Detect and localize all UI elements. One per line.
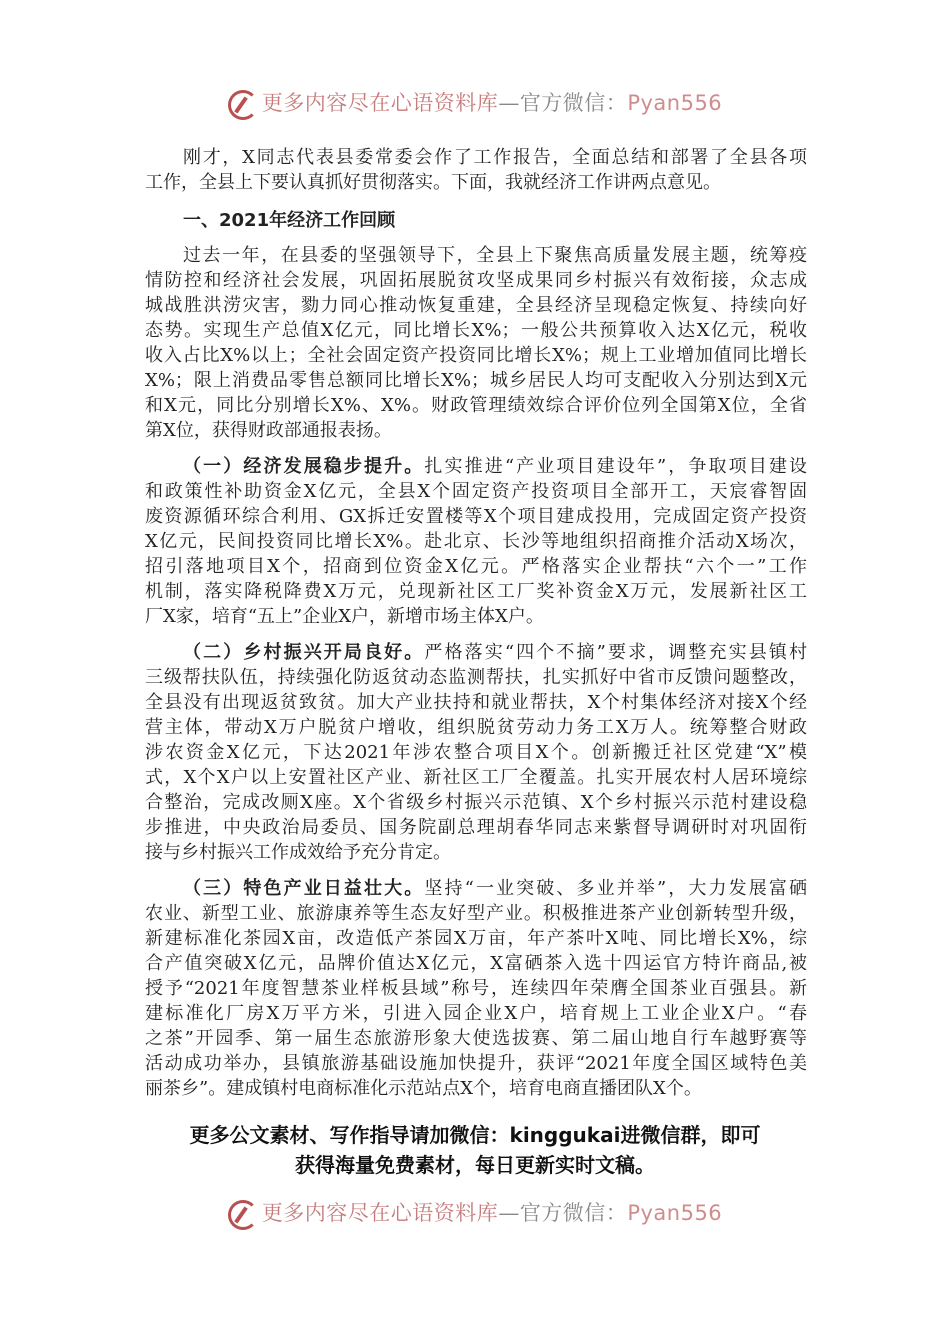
text-line (145, 951, 807, 976)
line-text: X亿元，民间投资同比增长X%。赴北京、长沙等地组织招商推介活动X场次， (145, 531, 807, 552)
promo-notice (140, 1120, 810, 1180)
line-text: 活动成功举办，县镇旅游基础设施加快提升，获评“2021年度全国区域特色美 (145, 1053, 807, 1074)
line-text: 收入占比X%以上；全社会固定资产投资同比增长X%；规上工业增加值同比增长 (145, 345, 807, 366)
text-line (145, 740, 807, 765)
section-lead: （二）乡村振兴开局良好。 (183, 642, 425, 663)
section-2-paragraph (145, 640, 807, 865)
text-line (145, 640, 807, 665)
promo-line: 更多公文素材、写作指导请加微信：kinggukai进微信群，即可 (189, 1123, 761, 1147)
line-text: 扎实推进“产业项目建设年”，争取项目建设 (424, 456, 807, 477)
text-line (145, 368, 807, 393)
text-line (145, 343, 807, 368)
text-line (145, 393, 807, 418)
watermark-label: 官方微信： (519, 91, 628, 115)
line-text: 刚才，X同志代表县委常委会作了工作报告，全面总结和部署了全县各项 (183, 147, 807, 168)
text-line (145, 170, 807, 195)
line-text: 坚持“一业突破、多业并举”，大力发展富硒 (424, 878, 807, 899)
line-text: 接与乡村振兴工作成效给予充分肯定。 (145, 842, 451, 863)
text-line (145, 901, 807, 926)
text-line (145, 529, 807, 554)
text-line (145, 665, 807, 690)
review-paragraph (145, 243, 807, 443)
line-text: 新建标准化茶园X亩，改造低产茶园X万亩，年产茶叶X吨、同比增长X%，综 (145, 928, 807, 949)
section-3-paragraph (145, 876, 807, 1101)
watermark-label: 官方微信： (519, 1201, 628, 1225)
text-line (145, 690, 807, 715)
line-text: 之茶”开园季、第一届生态旅游形象大使选拔赛、第二届山地自行车越野赛等 (145, 1028, 807, 1049)
watermark-text: 更多内容尽在心语资料库 (261, 1201, 499, 1225)
text-line (145, 243, 807, 268)
pen-logo-icon (228, 1200, 258, 1230)
section-lead: （三）特色产业日益壮大。 (183, 878, 425, 899)
text-line (145, 604, 807, 629)
text-line (145, 479, 807, 504)
text-line (145, 1051, 807, 1076)
line-text: 和政策性补助资金X亿元，全县X个固定资产投资项目全部开工，天宸睿智固 (145, 481, 807, 502)
line-text: 厂X家，培育“五上”企业X户，新增市场主体X户。 (145, 606, 544, 627)
watermark-footer (0, 1196, 950, 1230)
line-text: 式，X个X户以上安置社区产业、新社区工厂全覆盖。扎实开展农村人居环境综 (145, 767, 807, 788)
watermark-id: Pyan556 (627, 1201, 723, 1225)
watermark-text: 更多内容尽在心语资料库 (261, 91, 499, 115)
line-text: 丽茶乡”。建成镇村电商标准化示范站点X个，培育电商直播团队X个。 (145, 1078, 702, 1099)
text-line (145, 554, 807, 579)
text-line (145, 815, 807, 840)
line-text: 情防控和经济社会发展，巩固拓展脱贫攻坚成果同乡村振兴有效衔接，众志成 (145, 270, 807, 291)
text-line (145, 1026, 807, 1051)
text-line (145, 418, 807, 443)
line-text: 废资源循环综合利用、GX拆迁安置楼等X个项目建成投用，完成固定资产投资 (145, 506, 807, 527)
line-text: 工作，全县上下要认真抓好贯彻落实。下面，我就经济工作讲两点意见。 (145, 172, 721, 193)
text-line (145, 715, 807, 740)
text-line (145, 926, 807, 951)
text-line (145, 454, 807, 479)
watermark-header (0, 86, 950, 120)
line-text: 合产值突破X亿元，品牌价值达X亿元，X富硒茶入选十四运官方特许商品,被 (145, 953, 807, 974)
text-line (145, 765, 807, 790)
section-lead: （一）经济发展稳步提升。 (183, 456, 425, 477)
text-line (145, 293, 807, 318)
text-line (145, 268, 807, 293)
text-line (145, 876, 807, 901)
line-text: 第X位，获得财政部通报表扬。 (145, 420, 392, 441)
watermark-sep: — (498, 1201, 520, 1225)
line-text: 城战胜洪涝灾害，勠力同心推动恢复重建，全县经济呈现稳定恢复、持续向好 (145, 295, 807, 316)
line-text: 严格落实“四个不摘”要求，调整充实县镇村 (424, 642, 807, 663)
line-text: 全县没有出现返贫致贫。加大产业扶持和就业帮扶，X个村集体经济对接X个经 (145, 692, 807, 713)
line-text: 涉农资金X亿元，下达2021年涉农整合项目X个。创新搬迁社区党建“X”模 (145, 742, 807, 763)
text-line (145, 579, 807, 604)
text-line (145, 840, 807, 865)
promo-line: 获得海量免费素材，每日更新实时文稿。 (295, 1153, 655, 1177)
intro-paragraph (145, 145, 807, 195)
line-text: 授予“2021年度智慧茶业样板县域”称号，连续四年荣膺全国茶业百强县。新 (145, 978, 807, 999)
watermark-sep: — (498, 91, 520, 115)
text-line (145, 145, 807, 170)
line-text: 步推进，中央政治局委员、国务院副总理胡春华同志来紫督导调研时对巩固衔 (145, 817, 807, 838)
line-text: 机制，落实降税降费X万元，兑现新社区工厂奖补资金X万元，发展新社区工 (145, 581, 807, 602)
line-text: 和X元，同比分别增长X%、X%。财政管理绩效综合评价位列全国第X位，全省 (145, 395, 807, 416)
line-text: 营主体，带动X万户脱贫户增收，组织脱贫劳动力务工X万人。统筹整合财政 (145, 717, 807, 738)
line-text: X%；限上消费品零售总额同比增长X%；城乡居民人均可支配收入分别达到X元 (145, 370, 807, 391)
line-text: 态势。实现生产总值X亿元，同比增长X%；一般公共预算收入达X亿元，税收 (145, 320, 807, 341)
text-line (145, 1076, 807, 1101)
section-heading: 一、2021年经济工作回顾 (183, 210, 396, 231)
text-line (145, 790, 807, 815)
section-1-paragraph (145, 454, 807, 629)
text-line (145, 1001, 807, 1026)
pen-logo-icon (228, 90, 258, 120)
line-text: 过去一年，在县委的坚强领导下，全县上下聚焦高质量发展主题，统筹疫 (183, 245, 807, 266)
text-line (145, 318, 807, 343)
line-text: 农业、新型工业、旅游康养等生态友好型产业。积极推进茶产业创新转型升级， (145, 903, 807, 924)
text-line (145, 504, 807, 529)
line-text: 三级帮扶队伍，持续强化防返贫动态监测帮扶，扎实抓好中省市反馈问题整改， (145, 667, 807, 688)
text-line (145, 976, 807, 1001)
line-text: 建标准化厂房X万平方米，引进入园企业X户，培育规上工业企业X户。“春 (145, 1003, 807, 1024)
watermark-id: Pyan556 (627, 91, 723, 115)
line-text: 合整治，完成改厕X座。X个省级乡村振兴示范镇、X个乡村振兴示范村建设稳 (145, 792, 807, 813)
line-text: 招引落地项目X个，招商到位资金X亿元。严格落实企业帮扶“六个一”工作 (145, 556, 807, 577)
